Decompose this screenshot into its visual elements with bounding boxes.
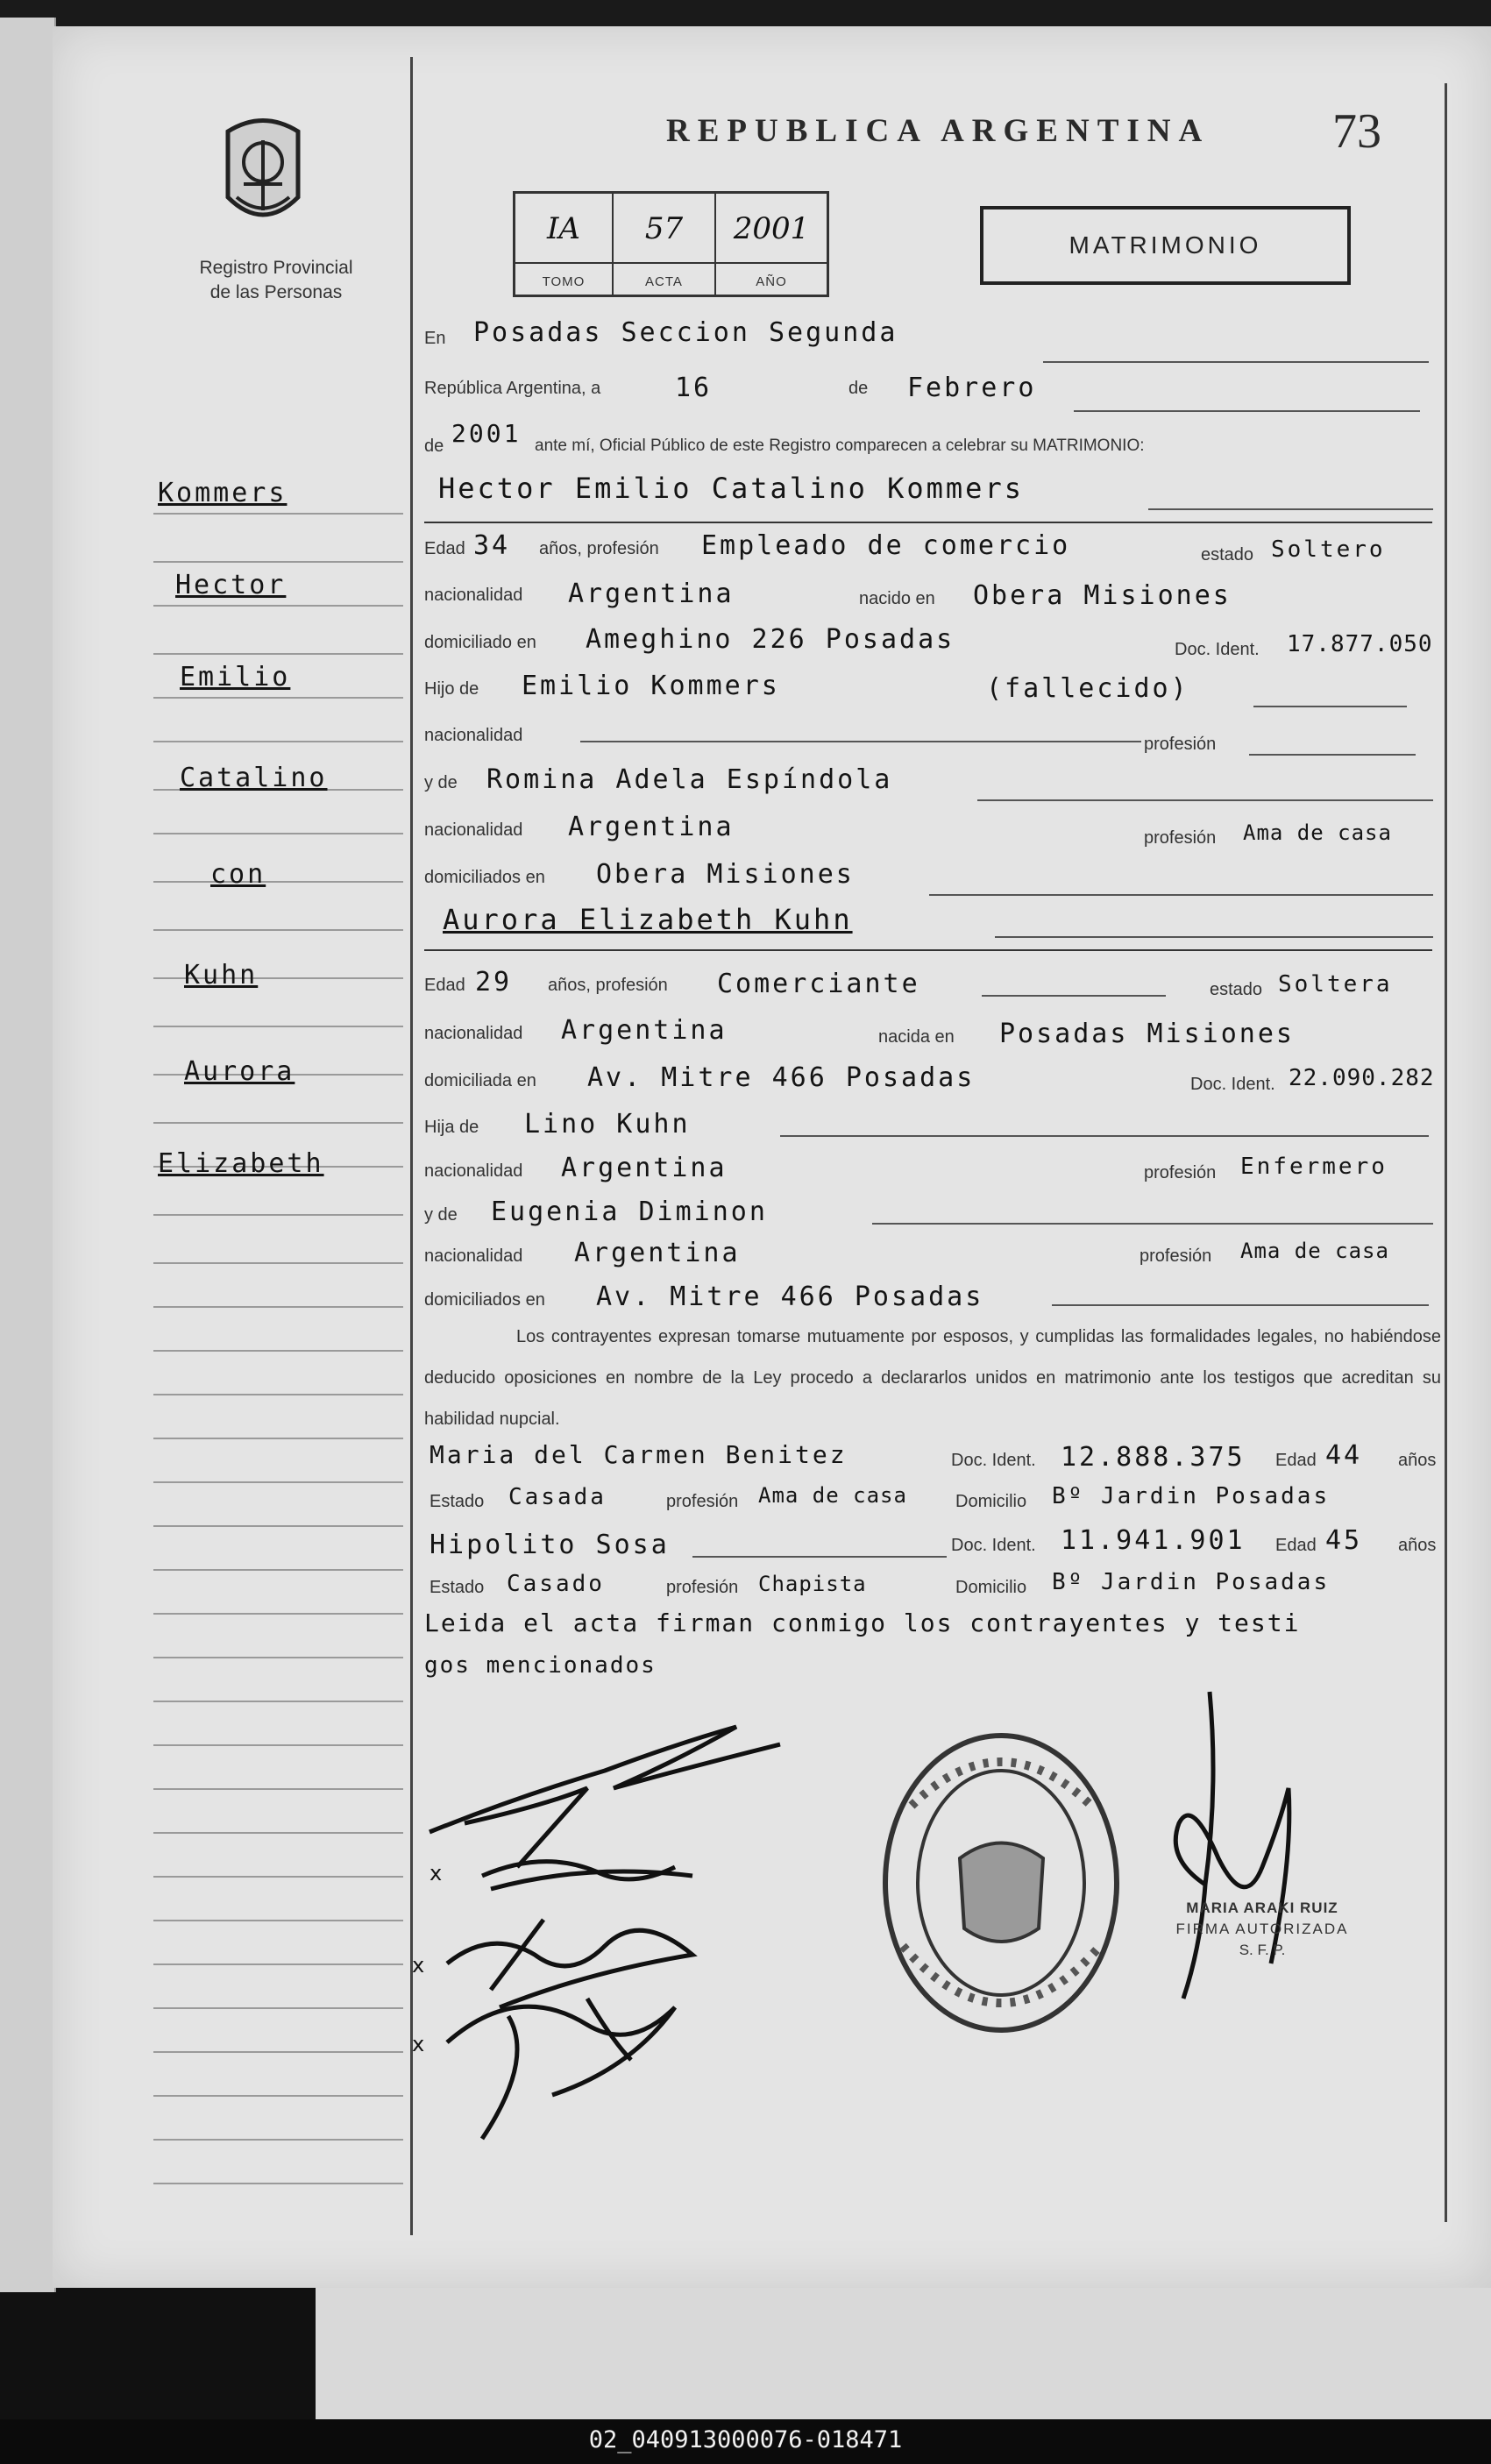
witness2-doc-label: Doc. Ident. <box>951 1536 1036 1555</box>
groom-nationality: Argentina <box>568 579 735 609</box>
fill-line <box>1052 1304 1429 1306</box>
witness1-age-label: Edad <box>1275 1451 1317 1470</box>
place-value: Posadas Seccion Segunda <box>473 317 898 348</box>
witness1-address-label: Domicilio <box>955 1492 1027 1511</box>
month-value: Febrero <box>907 373 1037 403</box>
fill-line <box>929 894 1433 896</box>
witness2-address: Bº Jardin Posadas <box>1052 1569 1331 1595</box>
witness2-years-label: años <box>1398 1536 1437 1555</box>
witness2-profession-label: profesión <box>666 1578 739 1597</box>
witness1-doc: 12.888.375 <box>1061 1442 1246 1473</box>
official-signature <box>1131 1683 1332 2016</box>
witness1-profession-label: profesión <box>666 1492 739 1511</box>
bride-father-nationality-label: nacionalidad <box>424 1161 523 1181</box>
margin-name: Catalino <box>180 763 328 793</box>
section-rule <box>424 949 1432 951</box>
witness1-age: 44 <box>1325 1440 1363 1471</box>
year-value: 2001 <box>451 419 522 448</box>
groom-father: Emilio Kommers <box>522 671 780 701</box>
republic-label: República Argentina, a <box>424 379 601 398</box>
margin-name: con <box>210 859 266 890</box>
scan-file-code: 02_040913000076-018471 <box>588 2426 903 2453</box>
registry-stamp-seal-icon <box>877 1727 1126 2038</box>
witness2-status-label: Estado <box>430 1578 485 1597</box>
bride-father-profession-label: profesión <box>1144 1163 1217 1182</box>
witness2-doc: 11.941.901 <box>1061 1525 1246 1556</box>
closing-note-line2: gos mencionados <box>424 1652 657 1679</box>
groom-mother-nationality-label: nacionalidad <box>424 820 523 840</box>
groom-birthplace-label: nacido en <box>859 589 935 608</box>
bride-father: Lino Kuhn <box>524 1109 691 1140</box>
bride-birthplace: Posadas Misiones <box>999 1019 1295 1049</box>
groom-parents-address-label: domiciliados en <box>424 868 545 887</box>
svg-text:x: x <box>412 1953 425 1978</box>
groom-mother: Romina Adela Espíndola <box>486 764 893 795</box>
groom-mother-nationality: Argentina <box>568 812 735 842</box>
witness1-years-label: años <box>1398 1451 1437 1470</box>
bride-mother: Eugenia Diminon <box>491 1196 768 1227</box>
bride-father-profession: Enfermero <box>1240 1154 1388 1180</box>
official-signature-block: MARIA ARAKI RUIZ FIRMA AUTORIZADA S. F. P. <box>1175 1899 1349 1958</box>
groom-father-label: Hijo de <box>424 679 479 699</box>
groom-birthplace: Obera Misiones <box>973 580 1232 611</box>
section-rule <box>424 522 1432 523</box>
groom-status: Soltero <box>1271 536 1386 563</box>
bride-status: Soltera <box>1278 971 1393 998</box>
bride-address-label: domiciliada en <box>424 1071 536 1090</box>
groom-nationality-label: nacionalidad <box>424 586 523 605</box>
bride-nationality: Argentina <box>561 1015 728 1046</box>
groom-parents-address: Obera Misiones <box>596 859 855 890</box>
acta-cell: 57 ACTA <box>614 194 716 295</box>
bride-mother-profession-label: profesión <box>1140 1246 1212 1266</box>
column-divider-right <box>1445 83 1447 2222</box>
witness1-name: Maria del Carmen Benitez <box>430 1440 848 1469</box>
margin-name: Hector <box>175 570 287 600</box>
groom-profession-label: años, profesión <box>539 539 659 558</box>
fill-line <box>1043 361 1429 363</box>
scanner-top-edge <box>0 0 1491 26</box>
country-heading: REPUBLICA ARGENTINA <box>666 113 1211 149</box>
witness2-status: Casado <box>507 1571 605 1597</box>
bride-father-nationality: Argentina <box>561 1153 728 1183</box>
groom-age-label: Edad <box>424 539 465 558</box>
witness2-age-label: Edad <box>1275 1536 1317 1555</box>
groom-address-label: domiciliado en <box>424 633 536 652</box>
bride-doc: 22.090.282 <box>1289 1065 1435 1091</box>
ano-cell: 2001 AÑO <box>716 194 827 295</box>
witness2-age: 45 <box>1325 1525 1363 1556</box>
groom-father-nationality-label: nacionalidad <box>424 726 523 745</box>
bride-age: 29 <box>475 967 513 998</box>
bride-mother-profession: Ama de casa <box>1240 1239 1389 1263</box>
groom-age: 34 <box>473 530 511 561</box>
groom-mother-profession: Ama de casa <box>1243 820 1392 845</box>
closing-note-line1: Leida el acta firman conmigo los contrayentes y testi <box>424 1608 1301 1637</box>
de-label: de <box>424 437 444 456</box>
tomo-cell: IA TOMO <box>515 194 614 295</box>
groom-status-label: estado <box>1201 545 1254 565</box>
witness2-profession: Chapista <box>758 1572 867 1596</box>
page-number: 73 <box>1332 104 1381 159</box>
groom-doc-label: Doc. Ident. <box>1175 640 1260 659</box>
svg-text:x: x <box>430 1861 443 1885</box>
bride-profession: Comerciante <box>717 969 920 999</box>
bride-parents-address-label: domiciliados en <box>424 1290 545 1310</box>
groom-address: Ameghino 226 Posadas <box>586 624 955 655</box>
registry-name: Registro Provincial de las Personas <box>199 258 353 302</box>
fill-line <box>995 936 1433 938</box>
en-label: En <box>424 329 446 348</box>
bride-mother-nationality: Argentina <box>574 1238 741 1268</box>
bride-age-label: Edad <box>424 976 465 995</box>
bride-full-name: Aurora Elizabeth Kuhn <box>443 903 853 936</box>
ledger-binding-edge <box>0 18 56 2292</box>
margin-name: Emilio <box>180 662 291 692</box>
svg-text:x: x <box>412 2032 425 2056</box>
margin-surname-bride: Kuhn <box>184 960 259 991</box>
groom-father-profession-label: profesión <box>1144 735 1217 754</box>
bride-address: Av. Mitre 466 Posadas <box>587 1062 976 1093</box>
witness1-profession: Ama de casa <box>758 1483 907 1508</box>
contracting-parties-signatures <box>412 1692 903 2148</box>
groom-full-name: Hector Emilio Catalino Kommers <box>438 472 1024 505</box>
document-type-box: MATRIMONIO <box>980 206 1351 285</box>
provincial-seal-icon <box>219 114 307 237</box>
day-value: 16 <box>675 373 713 403</box>
fill-line <box>977 799 1433 801</box>
fill-line <box>872 1223 1433 1225</box>
record-reference-table <box>513 191 829 297</box>
witness1-address: Bº Jardin Posadas <box>1052 1483 1331 1509</box>
fill-line <box>780 1135 1429 1137</box>
bride-mother-label: y de <box>424 1205 458 1225</box>
groom-mother-profession-label: profesión <box>1144 828 1217 848</box>
witness1-status: Casada <box>508 1484 607 1510</box>
marriage-statement: Los contrayentes expresan tomarse mutuamente por esposos, y cumplidas las formalidades legales, no habiéndose deducido oposiciones en nombre de la Ley procedo a declararlos unidos en matrimonio ante los testigos que acreditan su habilidad nupcial. <box>424 1327 1441 1429</box>
fill-line <box>1249 754 1416 756</box>
fill-line <box>982 995 1166 997</box>
witness2-name: Hipolito Sosa <box>430 1530 670 1560</box>
witness1-doc-label: Doc. Ident. <box>951 1451 1036 1470</box>
groom-father-note: (fallecido) <box>986 673 1189 704</box>
bride-father-label: Hija de <box>424 1118 479 1137</box>
witness2-address-label: Domicilio <box>955 1578 1027 1597</box>
underlying-page <box>316 2279 1491 2419</box>
fill-line <box>1074 410 1420 412</box>
witness1-status-label: Estado <box>430 1492 485 1511</box>
groom-profession: Empleado de comercio <box>701 530 1071 561</box>
groom-doc: 17.877.050 <box>1287 631 1433 657</box>
bride-doc-label: Doc. Ident. <box>1190 1075 1275 1094</box>
margin-name: Aurora <box>184 1056 295 1087</box>
de-label: de <box>848 379 869 398</box>
fill-line <box>1253 706 1407 707</box>
bride-mother-nationality-label: nacionalidad <box>424 1246 523 1266</box>
bride-status-label: estado <box>1210 980 1263 999</box>
margin-name: Elizabeth <box>158 1148 324 1179</box>
intro-statement: ante mí, Oficial Público de este Registro comparecen a celebrar su MATRIMONIO: <box>535 437 1145 455</box>
bride-birthplace-label: nacida en <box>878 1027 955 1047</box>
bride-parents-address: Av. Mitre 466 Posadas <box>596 1282 984 1312</box>
fill-line <box>692 1556 947 1558</box>
bride-nationality-label: nacionalidad <box>424 1024 523 1043</box>
margin-surname-groom: Kommers <box>158 478 288 508</box>
bride-profession-label: años, profesión <box>548 976 668 995</box>
fill-line <box>1148 508 1433 510</box>
groom-mother-label: y de <box>424 773 458 792</box>
fill-line <box>580 741 1141 742</box>
